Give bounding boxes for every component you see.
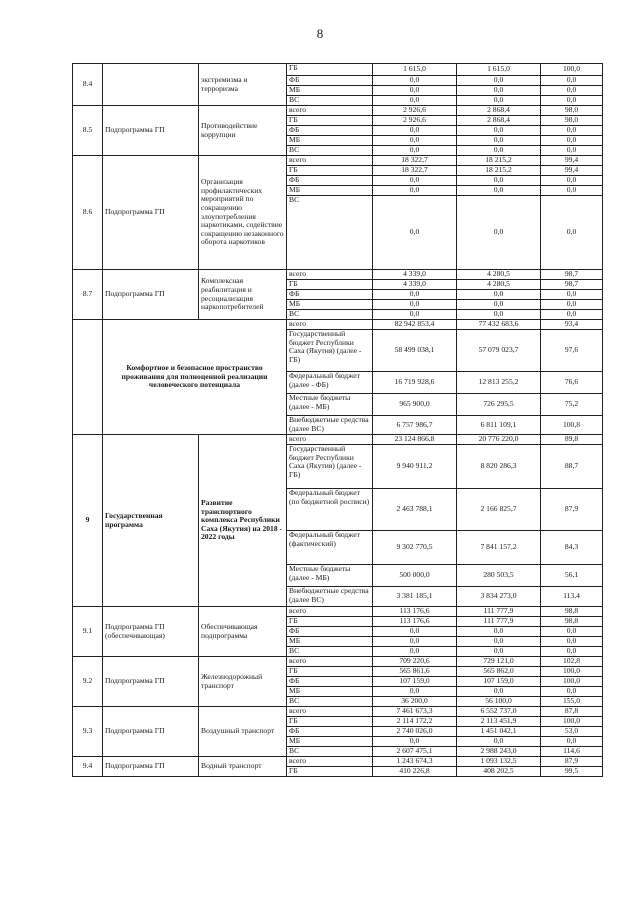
actual-amount-cell: 0,0 — [457, 310, 541, 320]
percent-cell: 0,0 — [541, 290, 603, 300]
actual-amount-cell: 4 280,5 — [457, 280, 541, 290]
program-type-cell: Подпрограмма ГП — [103, 106, 199, 156]
actual-amount-cell: 280 503,5 — [457, 565, 541, 587]
funding-source-cell: МБ — [287, 86, 373, 96]
actual-amount-cell: 2 868,4 — [457, 106, 541, 116]
funding-source-cell: ГБ — [287, 166, 373, 176]
planned-amount-cell: 2 463 788,1 — [373, 489, 457, 531]
funding-source-cell: ФБ — [287, 76, 373, 86]
planned-amount-cell: 2 926,6 — [373, 106, 457, 116]
actual-amount-cell: 729 121,0 — [457, 657, 541, 667]
budget-table — [72, 63, 603, 777]
funding-source-cell: МБ — [287, 637, 373, 647]
percent-cell: 84,3 — [541, 531, 603, 565]
planned-amount-cell: 6 757 986,7 — [373, 416, 457, 435]
percent-cell: 93,4 — [541, 320, 603, 330]
program-type-cell: Подпрограмма ГП — [103, 757, 199, 777]
percent-cell: 100,8 — [541, 416, 603, 435]
program-type-cell — [103, 64, 199, 106]
program-type-cell: Подпрограмма ГП — [103, 270, 199, 320]
funding-source-cell: ФБ — [287, 290, 373, 300]
funding-source-cell: всего — [287, 657, 373, 667]
funding-source-cell: Местные бюджеты (далее - МБ) — [287, 565, 373, 587]
planned-amount-cell: 2 740 026,0 — [373, 727, 457, 737]
percent-cell: 99,4 — [541, 166, 603, 176]
funding-source-cell: ВС — [287, 647, 373, 657]
planned-amount-cell: 113 176,6 — [373, 617, 457, 627]
actual-amount-cell: 8 820 286,3 — [457, 445, 541, 489]
actual-amount-cell: 0,0 — [457, 86, 541, 96]
program-name-cell: Воздушный транспорт — [199, 707, 287, 757]
actual-amount-cell: 408 202,5 — [457, 767, 541, 777]
actual-amount-cell: 77 432 683,6 — [457, 320, 541, 330]
item-number-cell: 9 — [73, 435, 103, 607]
actual-amount-cell: 111 777,9 — [457, 617, 541, 627]
program-name-cell: Развитие транспортного комплекса Республики Саха (Якутия) на 2018 - 2022 годы — [199, 435, 287, 607]
table-body — [73, 64, 603, 777]
percent-cell: 56,1 — [541, 565, 603, 587]
actual-amount-cell: 1 451 042,1 — [457, 727, 541, 737]
funding-source-cell: всего — [287, 156, 373, 166]
planned-amount-cell: 0,0 — [373, 136, 457, 146]
planned-amount-cell: 709 220,6 — [373, 657, 457, 667]
program-name-cell: Противодействие коррупции — [199, 106, 287, 156]
planned-amount-cell: 0,0 — [373, 86, 457, 96]
actual-amount-cell: 7 841 157,2 — [457, 531, 541, 565]
planned-amount-cell: 9 302 770,5 — [373, 531, 457, 565]
actual-amount-cell: 57 079 023,7 — [457, 330, 541, 372]
funding-source-cell: Местные бюджеты (далее - МБ) — [287, 394, 373, 416]
funding-source-cell: всего — [287, 106, 373, 116]
funding-source-cell: Федеральный бюджет (фактический) — [287, 531, 373, 565]
planned-amount-cell: 0,0 — [373, 146, 457, 156]
funding-source-cell: МБ — [287, 737, 373, 747]
table-row — [73, 657, 603, 667]
actual-amount-cell: 0,0 — [457, 737, 541, 747]
percent-cell: 87,9 — [541, 489, 603, 531]
planned-amount-cell: 0,0 — [373, 647, 457, 657]
planned-amount-cell: 1 615,0 — [373, 64, 457, 76]
actual-amount-cell: 2 988 243,0 — [457, 747, 541, 757]
planned-amount-cell: 16 719 928,6 — [373, 372, 457, 394]
percent-cell: 0,0 — [541, 687, 603, 697]
percent-cell: 100,0 — [541, 64, 603, 76]
item-number-cell: 8.4 — [73, 64, 103, 106]
actual-amount-cell: 0,0 — [457, 96, 541, 106]
planned-amount-cell: 0,0 — [373, 737, 457, 747]
actual-amount-cell: 0,0 — [457, 687, 541, 697]
percent-cell: 88,7 — [541, 445, 603, 489]
planned-amount-cell: 0,0 — [373, 300, 457, 310]
percent-cell: 100,0 — [541, 667, 603, 677]
funding-source-cell: ГБ — [287, 717, 373, 727]
actual-amount-cell: 18 215,2 — [457, 166, 541, 176]
percent-cell: 0,0 — [541, 136, 603, 146]
percent-cell: 0,0 — [541, 647, 603, 657]
actual-amount-cell: 107 159,0 — [457, 677, 541, 687]
percent-cell: 98,0 — [541, 106, 603, 116]
percent-cell: 155,0 — [541, 697, 603, 707]
table-row — [73, 270, 603, 280]
funding-source-cell: МБ — [287, 136, 373, 146]
planned-amount-cell: 0,0 — [373, 637, 457, 647]
item-number-cell: 8.7 — [73, 270, 103, 320]
actual-amount-cell: 0,0 — [457, 637, 541, 647]
program-name-cell: Обеспечивающая подпрограмма — [199, 607, 287, 657]
item-number-cell: 8.5 — [73, 106, 103, 156]
actual-amount-cell: 0,0 — [457, 186, 541, 196]
actual-amount-cell: 2 868,4 — [457, 116, 541, 126]
planned-amount-cell: 4 339,0 — [373, 280, 457, 290]
planned-amount-cell: 7 461 673,3 — [373, 707, 457, 717]
program-name-cell: Железнодорожный транспорт — [199, 657, 287, 707]
funding-source-cell: всего — [287, 607, 373, 617]
table-row — [73, 435, 603, 445]
percent-cell: 0,0 — [541, 637, 603, 647]
planned-amount-cell: 2 926,6 — [373, 116, 457, 126]
funding-source-cell: ВС — [287, 747, 373, 757]
planned-amount-cell: 0,0 — [373, 76, 457, 86]
funding-source-cell: ВС — [287, 146, 373, 156]
actual-amount-cell: 3 834 273,0 — [457, 587, 541, 607]
planned-amount-cell: 2 607 475,1 — [373, 747, 457, 757]
percent-cell: 98,7 — [541, 270, 603, 280]
funding-source-cell: ФБ — [287, 176, 373, 186]
item-number-cell — [73, 320, 103, 435]
percent-cell: 87,8 — [541, 707, 603, 717]
item-number-cell: 9.4 — [73, 757, 103, 777]
program-name-cell: Водный транспорт — [199, 757, 287, 777]
planned-amount-cell: 82 942 853,4 — [373, 320, 457, 330]
item-number-cell: 9.2 — [73, 657, 103, 707]
percent-cell: 113,4 — [541, 587, 603, 607]
actual-amount-cell: 0,0 — [457, 76, 541, 86]
percent-cell: 114,6 — [541, 747, 603, 757]
funding-source-cell: ГБ — [287, 617, 373, 627]
percent-cell: 98,0 — [541, 116, 603, 126]
program-type-cell: Подпрограмма ГП — [103, 707, 199, 757]
funding-source-cell: ВС — [287, 96, 373, 106]
planned-amount-cell: 565 861,6 — [373, 667, 457, 677]
planned-amount-cell: 0,0 — [373, 96, 457, 106]
funding-source-cell: Внебюджетные средства (далее ВС) — [287, 587, 373, 607]
item-number-cell: 9.1 — [73, 607, 103, 657]
planned-amount-cell: 0,0 — [373, 186, 457, 196]
funding-source-cell: ФБ — [287, 126, 373, 136]
percent-cell: 0,0 — [541, 86, 603, 96]
actual-amount-cell: 2 166 825,7 — [457, 489, 541, 531]
percent-cell: 53,0 — [541, 727, 603, 737]
page-number: 8 — [316, 26, 324, 41]
table-row — [73, 320, 603, 330]
funding-source-cell: МБ — [287, 186, 373, 196]
funding-source-cell: всего — [287, 757, 373, 767]
percent-cell: 0,0 — [541, 310, 603, 320]
planned-amount-cell: 0,0 — [373, 687, 457, 697]
program-type-cell: Государственная программа — [103, 435, 199, 607]
planned-amount-cell: 0,0 — [373, 627, 457, 637]
actual-amount-cell: 6 811 109,1 — [457, 416, 541, 435]
percent-cell: 87,9 — [541, 757, 603, 767]
planned-amount-cell: 965 900,0 — [373, 394, 457, 416]
actual-amount-cell: 565 862,0 — [457, 667, 541, 677]
planned-amount-cell: 9 940 911,2 — [373, 445, 457, 489]
actual-amount-cell: 0,0 — [457, 647, 541, 657]
funding-source-cell: ГБ — [287, 64, 373, 76]
percent-cell: 0,0 — [541, 76, 603, 86]
percent-cell: 98,8 — [541, 617, 603, 627]
funding-source-cell: Федеральный бюджет (по бюджетной росписи) — [287, 489, 373, 531]
percent-cell: 0,0 — [541, 186, 603, 196]
program-type-cell: Подпрограмма ГП — [103, 657, 199, 707]
actual-amount-cell: 0,0 — [457, 136, 541, 146]
funding-source-cell: всего — [287, 435, 373, 445]
actual-amount-cell: 0,0 — [457, 290, 541, 300]
percent-cell: 76,6 — [541, 372, 603, 394]
actual-amount-cell: 1 615,0 — [457, 64, 541, 76]
funding-source-cell: МБ — [287, 300, 373, 310]
percent-cell: 100,0 — [541, 717, 603, 727]
planned-amount-cell: 58 499 038,1 — [373, 330, 457, 372]
funding-source-cell: Государственный бюджет Республики Саха (Якутия) (далее - ГБ) — [287, 445, 373, 489]
percent-cell: 75,2 — [541, 394, 603, 416]
actual-amount-cell: 0,0 — [457, 196, 541, 270]
funding-source-cell: ГБ — [287, 767, 373, 777]
percent-cell: 89,8 — [541, 435, 603, 445]
planned-amount-cell: 36 200,0 — [373, 697, 457, 707]
funding-source-cell: ВС — [287, 697, 373, 707]
percent-cell: 98,7 — [541, 280, 603, 290]
actual-amount-cell: 726 295,5 — [457, 394, 541, 416]
percent-cell: 99,4 — [541, 156, 603, 166]
percent-cell: 0,0 — [541, 96, 603, 106]
planned-amount-cell: 2 114 172,2 — [373, 717, 457, 727]
funding-source-cell: всего — [287, 320, 373, 330]
program-type-cell: Подпрограмма ГП (обеспечивающая) — [103, 607, 199, 657]
percent-cell: 0,0 — [541, 737, 603, 747]
actual-amount-cell: 0,0 — [457, 300, 541, 310]
program-name-cell: Комплексная реабилитация и ресоциализация наркопотребителей — [199, 270, 287, 320]
table-row — [73, 156, 603, 166]
planned-amount-cell: 18 322,7 — [373, 166, 457, 176]
table-row — [73, 607, 603, 617]
funding-source-cell: ФБ — [287, 677, 373, 687]
actual-amount-cell: 18 215,2 — [457, 156, 541, 166]
funding-source-cell: всего — [287, 707, 373, 717]
percent-cell: 97,6 — [541, 330, 603, 372]
actual-amount-cell: 0,0 — [457, 627, 541, 637]
percent-cell: 0,0 — [541, 146, 603, 156]
item-number-cell: 8.6 — [73, 156, 103, 270]
actual-amount-cell: 2 113 451,9 — [457, 717, 541, 727]
planned-amount-cell: 0,0 — [373, 196, 457, 270]
actual-amount-cell: 0,0 — [457, 126, 541, 136]
program-name-cell: экстремизма и терроризма — [199, 64, 287, 106]
percent-cell: 0,0 — [541, 176, 603, 186]
funding-source-cell: Государственный бюджет Республики Саха (Якутия) (далее - ГБ) — [287, 330, 373, 372]
percent-cell: 0,0 — [541, 627, 603, 637]
funding-source-cell: ВС — [287, 310, 373, 320]
program-name-cell: Комфортное и безопасное пространство проживания для полноценной реализации человеческого потенциала — [103, 320, 287, 435]
funding-source-cell: Федеральный бюджет (далее - ФБ) — [287, 372, 373, 394]
item-number-cell: 9.3 — [73, 707, 103, 757]
actual-amount-cell: 111 777,9 — [457, 607, 541, 617]
funding-source-cell: ГБ — [287, 116, 373, 126]
planned-amount-cell: 107 159,0 — [373, 677, 457, 687]
actual-amount-cell: 56 100,0 — [457, 697, 541, 707]
percent-cell: 102,8 — [541, 657, 603, 667]
planned-amount-cell: 500 000,0 — [373, 565, 457, 587]
planned-amount-cell: 3 381 185,1 — [373, 587, 457, 607]
funding-source-cell: всего — [287, 270, 373, 280]
planned-amount-cell: 1 243 674,3 — [373, 757, 457, 767]
table-row — [73, 707, 603, 717]
funding-source-cell: ВС — [287, 196, 373, 270]
actual-amount-cell: 1 093 132,5 — [457, 757, 541, 767]
percent-cell: 98,8 — [541, 607, 603, 617]
funding-source-cell: ГБ — [287, 280, 373, 290]
percent-cell: 0,0 — [541, 300, 603, 310]
planned-amount-cell: 0,0 — [373, 176, 457, 186]
funding-source-cell: Внебюджетные средства (далее ВС) — [287, 416, 373, 435]
funding-source-cell: ФБ — [287, 627, 373, 637]
planned-amount-cell: 4 339,0 — [373, 270, 457, 280]
planned-amount-cell: 410 226,8 — [373, 767, 457, 777]
table-row — [73, 106, 603, 116]
table-row — [73, 757, 603, 767]
planned-amount-cell: 0,0 — [373, 290, 457, 300]
program-name-cell: Организация профилактических мероприятий по сокращению злоупотребления наркотиками, содействие сокращению незаконного оборота наркотиков — [199, 156, 287, 270]
funding-source-cell: МБ — [287, 687, 373, 697]
percent-cell: 0,0 — [541, 126, 603, 136]
actual-amount-cell: 0,0 — [457, 146, 541, 156]
planned-amount-cell: 0,0 — [373, 310, 457, 320]
actual-amount-cell: 20 776 220,0 — [457, 435, 541, 445]
actual-amount-cell: 12 813 255,2 — [457, 372, 541, 394]
planned-amount-cell: 113 176,6 — [373, 607, 457, 617]
percent-cell: 99,5 — [541, 767, 603, 777]
planned-amount-cell: 23 124 866,8 — [373, 435, 457, 445]
funding-source-cell: ФБ — [287, 727, 373, 737]
actual-amount-cell: 4 280,5 — [457, 270, 541, 280]
funding-source-cell: ГБ — [287, 667, 373, 677]
percent-cell: 0,0 — [541, 196, 603, 270]
planned-amount-cell: 18 322,7 — [373, 156, 457, 166]
program-type-cell: Подпрограмма ГП — [103, 156, 199, 270]
actual-amount-cell: 6 552 737,0 — [457, 707, 541, 717]
actual-amount-cell: 0,0 — [457, 176, 541, 186]
percent-cell: 100,0 — [541, 677, 603, 687]
table-row — [73, 64, 603, 76]
planned-amount-cell: 0,0 — [373, 126, 457, 136]
